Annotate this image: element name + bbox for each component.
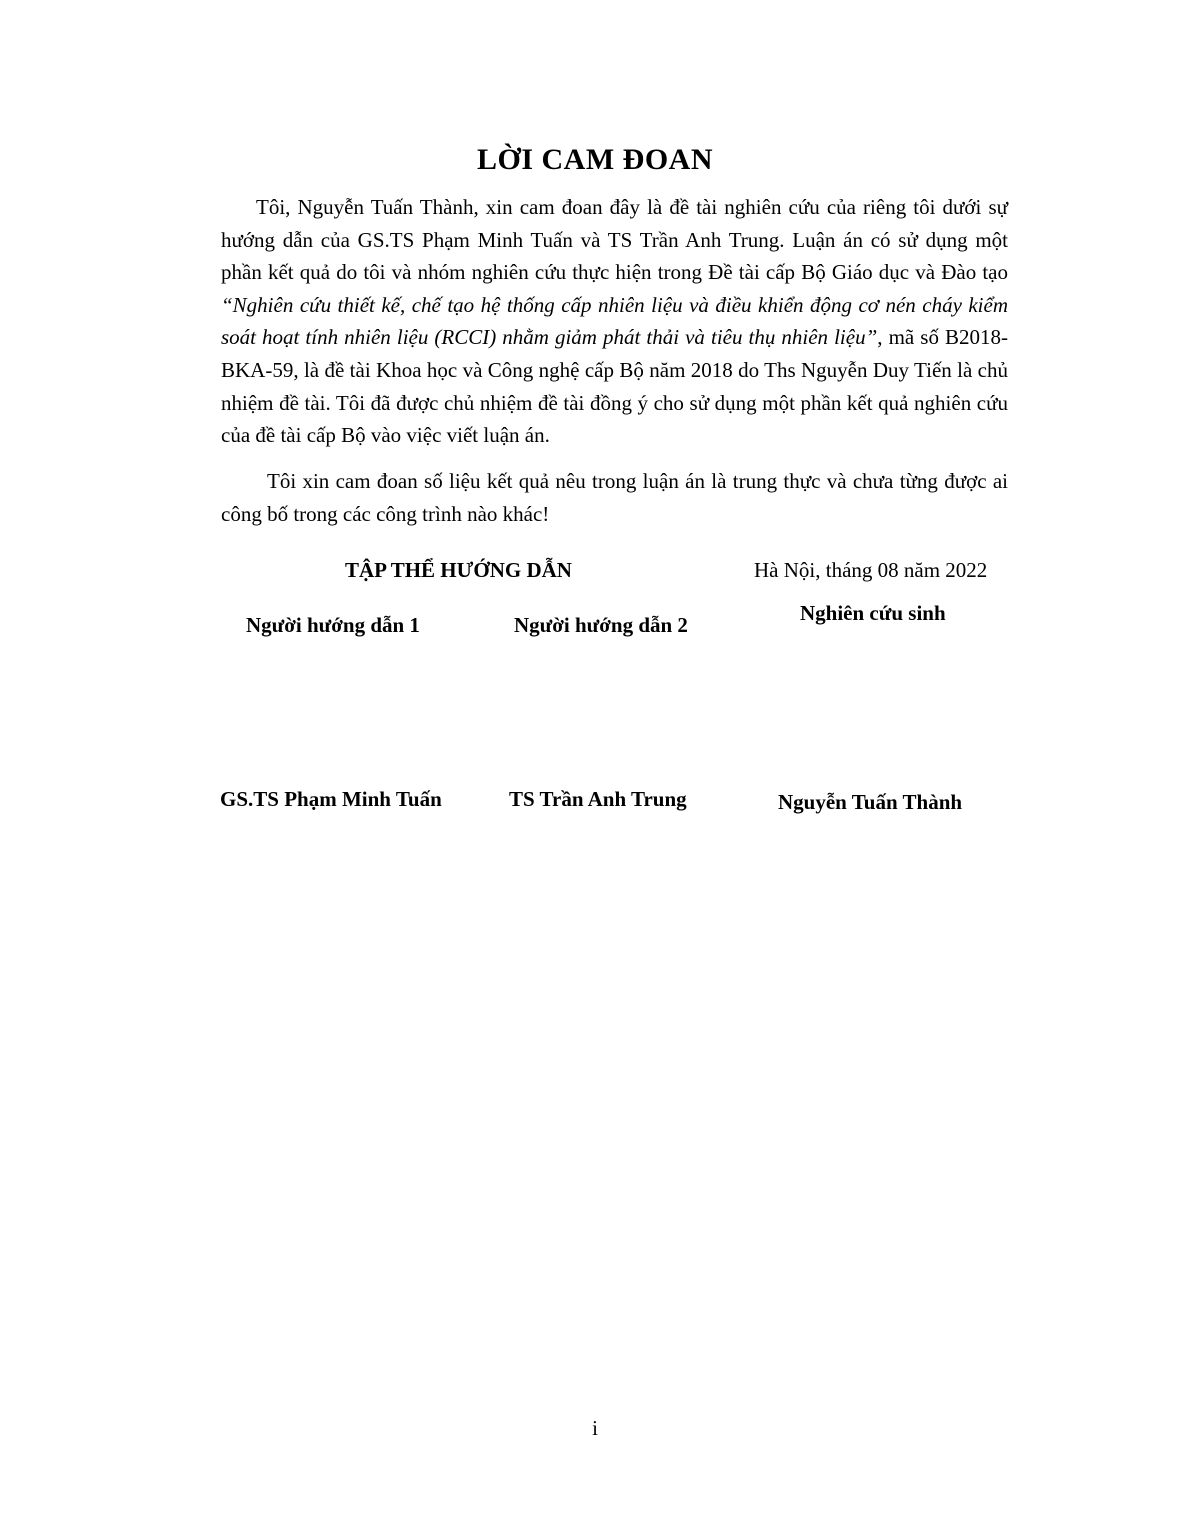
page-number: i [592,1416,598,1440]
supervisors-heading: TẬP THỂ HƯỚNG DẪN [345,558,572,582]
signature-name-1: GS.TS Phạm Minh Tuấn [220,787,442,811]
paragraph-1-text-start: Tôi, Nguyễn Tuấn Thành, xin cam đoan đây là đề tài nghiên cứu của riêng tôi dưới sự hướng dẫn của GS.TS Phạm Minh Tuấn và TS Trần Anh Trung. Luận án có sử dụng một phần kết quả do tôi và nhóm nghiên cứu thực hiện trong Đề tài cấp Bộ Giáo dục và Đào tạo [221,195,1008,285]
page-title: LỜI CAM ĐOAN [477,143,713,176]
paragraph-1-text-end: , mã số B2018-BKA-59, là đề tài Khoa học và Công nghệ cấp Bộ năm 2018 do Ths Nguyễn Duy Tiến là chủ nhiệm đề tài. Tôi đã được chủ nhiệm đề tài đồng ý cho sử dụng một phần kết quả nghiên cứu của đề tài cấp Bộ vào việc viết luận án. [221,325,1008,448]
declaration-paragraph-2: Tôi xin cam đoan số liệu kết quả nêu trong luận án là trung thực và chưa từng được ai công bố trong các công trình nào khác! [221,469,1008,526]
signature-name-3: Nguyễn Tuấn Thành [778,790,963,814]
declaration-paragraph-1 [221,191,1008,452]
signature-role-2: Người hướng dẫn 2 [514,613,688,637]
project-title-italic: “Nghiên cứu thiết kế, chế tạo hệ thống cấp nhiên liệu và điều khiển động cơ nén cháy kiểm soát hoạt tính nhiên liệu (RCCI) nhằm giảm phát thải và tiêu thụ nhiên liệu” [221,292,1008,350]
place-date: Hà Nội, tháng 08 năm 2022 [754,558,988,582]
signature-role-3: Nghiên cứu sinh [800,601,946,625]
signature-role-1: Người hướng dẫn 1 [246,613,420,637]
signature-name-2: TS Trần Anh Trung [509,787,687,811]
